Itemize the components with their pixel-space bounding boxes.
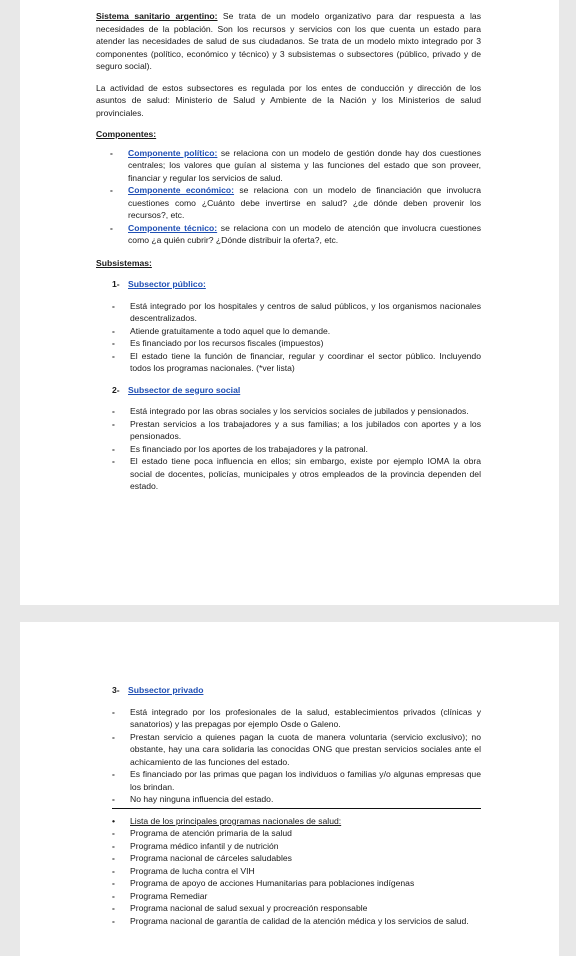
activity-paragraph: La actividad de estos subsectores es regulada por los entes de conducción y dirección de los asuntos de salud: Ministerio de Salud y Ambiente de la Nación y los Ministerios de salud provinciales. xyxy=(96,82,481,118)
list-item: - Es financiado por los recursos fiscales (impuestos) xyxy=(112,337,481,350)
components-list xyxy=(96,147,481,247)
list-item: - Es financiado por las primas que pagan los individuos o familias y/o algunas empresas que los brindan. xyxy=(112,768,481,793)
list-item: - Prestan servicios a los trabajadores y a sus familias; a los jubilados con aportes y a los pensionados. xyxy=(112,418,481,443)
list-item: - Programa de lucha contra el VIH xyxy=(112,865,481,878)
private-subsector-title: 3- Subsector privado xyxy=(112,685,204,695)
list-item: - Es financiado por los aportes de los trabajadores y la patronal. xyxy=(112,443,481,456)
list-item: - Está integrado por los profesionales de la salud, establecimientos privados (clínicas y sanatorios) y las prepagas por ejemplo Osde o Galeno. xyxy=(112,706,481,731)
list-item: - No hay ninguna influencia del estado. xyxy=(112,793,481,806)
social-subsector-title: 2- Subsector de seguro social xyxy=(112,384,241,395)
list-item: - Programa nacional de garantía de calidad de la atención médica y los servicios de salud. xyxy=(112,915,481,928)
list-item: - Programa Remediar xyxy=(112,890,481,903)
list-item: - Componente técnico: se relaciona con un modelo de atención que involucra cuestiones como ¿a quién cubrir? ¿Dónde distribuir la oferta?, etc. xyxy=(110,222,481,247)
programs-list xyxy=(96,815,481,928)
list-item: - Componente político: se relaciona con un modelo de gestión donde hay dos cuestiones centrales; los valores que guían al sistema y las funciones del estado que son proveer, financiar y regular los servicios de salud. xyxy=(110,147,481,185)
list-item: - Programa de atención primaria de la salud xyxy=(112,827,481,840)
list-item: - Programa nacional de salud sexual y procreación responsable xyxy=(112,902,481,915)
social-subsector-list xyxy=(96,405,481,493)
list-item: - Está integrado por los hospitales y centros de salud públicos, y los organismos nacionales descentralizados. xyxy=(112,300,481,325)
list-item: - El estado tiene la función de financiar, regular y coordinar el sector público. Incluyendo todos los programas nacionales. (*ver lista) xyxy=(112,350,481,375)
list-item: - El estado tiene poca influencia en ellos; sin embargo, existe por ejemplo IOMA la obra social de docentes, policías, municipales y otros empleados de la provincia dependen del estado. xyxy=(112,455,481,493)
intro-text: Se trata de un modelo organizativo para dar respuesta a las necesidades de la población. Son los recursos y servicios con los que cuenta un estado para atender las necesidades de salud de sus ciudadanos. Se trata de un modelo mixto integrado por 3 componentes (político, económico y técnico) y 3 subsistemas o subsectores (público, privado y de seguro social). xyxy=(96,11,481,71)
document-page-2 xyxy=(20,622,559,956)
subsystems-heading: Subsistemas: xyxy=(96,257,152,268)
document-page-1 xyxy=(20,0,559,605)
programs-heading: • Lista de los principales programas nacionales de salud: xyxy=(112,815,481,828)
list-item: - Está integrado por las obras sociales y los servicios sociales de jubilados y pensionados. xyxy=(112,405,481,418)
list-item: - Componente económico: se relaciona con un modelo de financiación que involucra cuestiones como ¿Cuánto debe invertirse en salud? ¿de dónde deben provenir los recursos?, etc. xyxy=(110,184,481,222)
intro-lead: Sistema sanitario argentino: xyxy=(96,11,218,21)
public-subsector-title: 1- Subsector público: xyxy=(112,279,206,289)
public-subsector-list xyxy=(96,300,481,375)
list-item: - Atiende gratuitamente a todo aquel que lo demande. xyxy=(112,325,481,338)
intro-paragraph xyxy=(96,10,481,73)
list-item: - Programa de apoyo de acciones Humanitarias para poblaciones indígenas xyxy=(112,877,481,890)
list-item: - Prestan servicio a quienes pagan la cuota de manera voluntaria (servicio exclusivo); no obstante, hay una cara solidaria las conocidas ONG que prestan servicios sociales ante el achicamiento de las funciones del estado. xyxy=(112,731,481,769)
components-heading: Componentes: xyxy=(96,129,157,139)
list-item: - Programa nacional de cárceles saludables xyxy=(112,852,481,865)
section-divider xyxy=(112,808,481,809)
private-subsector-list xyxy=(96,706,481,806)
list-item: - Programa médico infantil y de nutrición xyxy=(112,840,481,853)
